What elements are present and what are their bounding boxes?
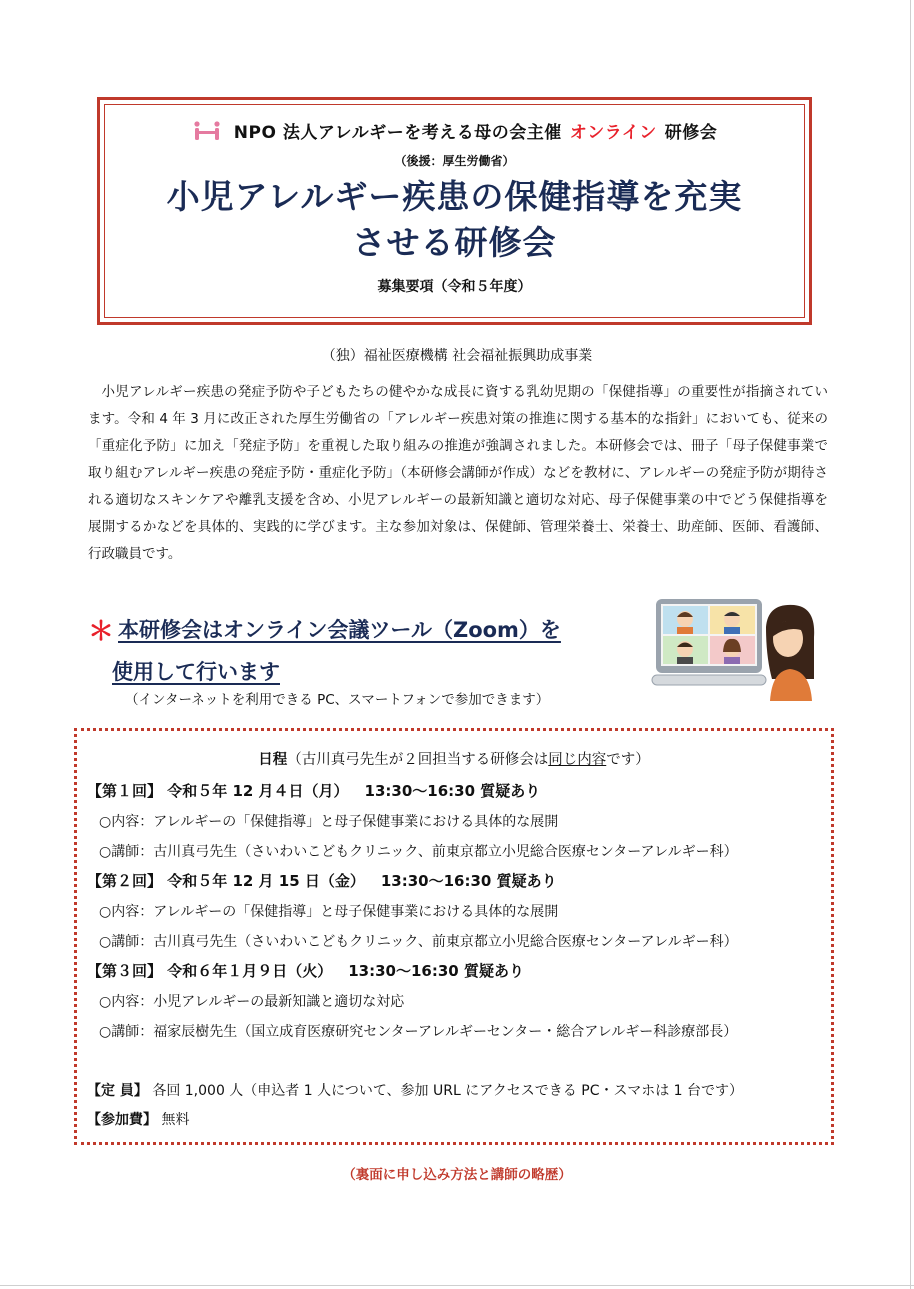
session-1-content: ○内容：アレルギーの「保健指導」と母子保健事業における具体的な展開 [99, 814, 559, 830]
organizer-text: NPO 法人アレルギーを考える母の会主催 [233, 123, 562, 143]
capacity-label: 【定 員】 [87, 1083, 148, 1099]
back-side-note: （裏面に申し込み方法と講師の略歴） [342, 1167, 572, 1183]
schedule-note-underlined: 同じ内容 [548, 752, 607, 768]
kenshukai-label: 研修会 [664, 123, 718, 143]
session-3-date: 【第３回】 令和６年１月９日（火） [87, 962, 333, 980]
page-edge-bottom [0, 1285, 914, 1286]
schedule-box [74, 728, 834, 1145]
session-1-time: 13:30～16:30 質疑あり [364, 782, 541, 800]
session-2-title [87, 870, 557, 891]
subtitle: 募集要項（令和５年度） [377, 279, 532, 295]
session-2-content: ○内容：アレルギーの「保健指導」と母子保健事業における具体的な展開 [99, 904, 559, 920]
schedule-heading [77, 748, 831, 769]
fee-label: 【参加費】 [87, 1112, 157, 1128]
session-3-title [87, 960, 524, 981]
fee-value: 無料 [161, 1112, 190, 1128]
capacity-value: 各回 1,000 人（申込者 1 人について、参加 URL にアクセスできる PC・スマホは 1 台です） [152, 1083, 744, 1099]
title-line-1: 小児アレルギー疾患の保健指導を充実 [166, 177, 743, 216]
header-box [97, 97, 812, 325]
online-label: オンライン [569, 123, 657, 143]
fee-line [87, 1109, 189, 1129]
title-line-2: させる研修会 [352, 223, 557, 262]
page-title [100, 174, 809, 266]
zoom-note: （インターネットを利用できる PC、スマートフォンで参加できます） [125, 692, 550, 708]
online-meeting-illustration-icon [648, 597, 818, 701]
intro-text: 小児アレルギー疾患の発症予防や子どもたちの健やかな成長に資する乳幼児期の「保健指導」の重要性が指摘されています。令和 4 年 3 月に改正された厚生労働省の「アレルギー疾患対策の推進に関する基本的な指針」においても、従来の「重症化予防」に加え「発症予防」を重視した取り組みの推進が強調されました。本研修会では、冊子「母子保健事業で取り組むアレルギー疾患の発症予防・重症化予防」（本研修会講師が作成）などを教材に、アレルギーの発症予防が期待される適切なスキンケアや離乳支援を含め、小児アレルギーの最新知識と適切な対応、母子保健事業の中でどう保健指導を展開するかなどを具体的、実践的に学びます。主な参加対象は、保健師、管理栄養士、栄養士、助産師、医師、看護師、行政職員です。 [88, 384, 828, 562]
schedule-note-pre: （古川真弓先生が２回担当する研修会は [287, 752, 549, 768]
intro-paragraph [88, 379, 828, 568]
support-line: （後援：厚生労働省） [394, 154, 515, 168]
schedule-note-post: です） [606, 752, 650, 768]
session-1-lecturer: ○講師：古川真弓先生（さいわいこどもクリニック、前東京都立小児総合医療センターアレルギー科） [99, 844, 738, 860]
organization-logo-icon [192, 121, 222, 141]
session-3-lecturer: ○講師：福家辰樹先生（国立成育医療研究センターアレルギーセンター・総合アレルギー科診療部長） [99, 1024, 738, 1040]
schedule-heading-label: 日程 [258, 752, 288, 768]
session-3-time: 13:30～16:30 質疑あり [348, 962, 524, 980]
session-1-date: 【第１回】 令和５年 12 月４日（月） [87, 782, 349, 800]
zoom-heading [88, 610, 561, 692]
zoom-heading-line-2: 使用して行います [112, 660, 280, 684]
zoom-heading-line-1: 本研修会はオンライン会議ツール（Zoom）を [118, 618, 561, 642]
session-3-content: ○内容：小児アレルギーの最新知識と適切な対応 [99, 994, 405, 1010]
page-edge-right [910, 0, 911, 1289]
session-1-title [87, 780, 540, 801]
session-2-date: 【第２回】 令和５年 12 月 15 日（金） [87, 872, 365, 890]
capacity-line [87, 1080, 743, 1100]
asterisk-icon: ＊ [88, 617, 115, 647]
session-2-time: 13:30～16:30 質疑あり [380, 872, 557, 890]
organizer-line [100, 118, 809, 143]
session-2-lecturer: ○講師：古川真弓先生（さいわいこどもクリニック、前東京都立小児総合医療センターアレルギー科） [99, 934, 738, 950]
sponsor-line: （独）福祉医療機構 社会福祉振興助成事業 [321, 348, 593, 364]
